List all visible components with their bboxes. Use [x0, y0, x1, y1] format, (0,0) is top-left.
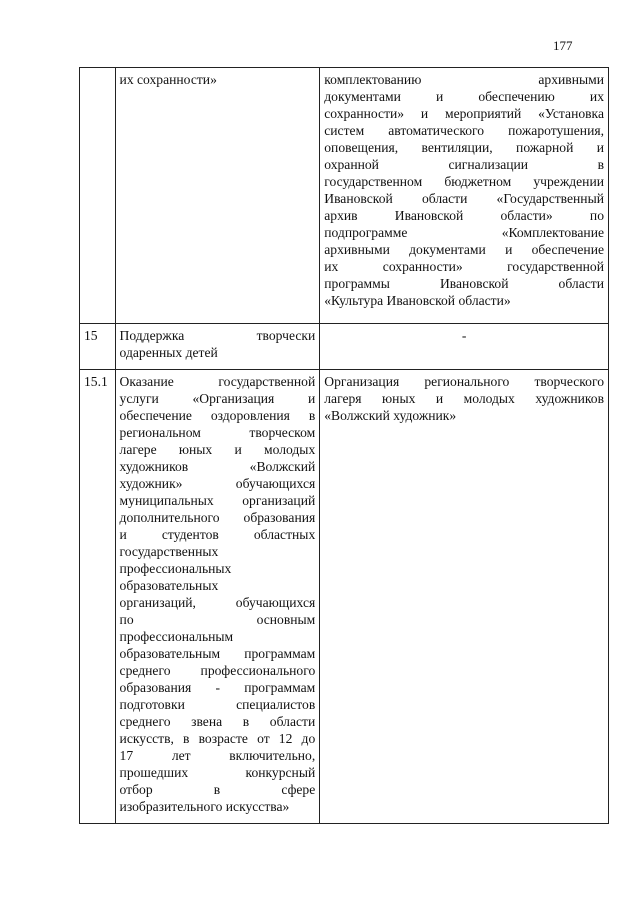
cell-text-line: искусств, в возрасте от 12 до: [119, 731, 316, 746]
cell-text-line: программы Ивановской области: [324, 276, 604, 291]
cell-text-line: -: [461, 328, 467, 343]
event-name-cell: [115, 324, 320, 370]
cell-text-line: государственном бюджетном учреждении: [324, 174, 604, 189]
cell-text-line: Организация регионального творческого: [324, 374, 604, 389]
cell-text-line: прошедших конкурсный: [119, 765, 316, 780]
cell-text-line: их сохранности»: [119, 72, 217, 87]
cell-text-line: среднего звена в области: [119, 714, 316, 729]
program-table: [79, 67, 609, 824]
cell-text-line: образовательным программам: [119, 646, 316, 661]
cell-text-line: профессиональных: [119, 561, 232, 576]
table-row: [80, 324, 609, 370]
cell-text-line: архивными документами и обеспечение: [324, 242, 604, 257]
cell-text-line: Оказание государственной: [119, 374, 316, 389]
cell-text-line: Поддержка творчески: [119, 328, 316, 343]
cell-text-line: сохранности» и мероприятий «Установка: [324, 106, 604, 121]
cell-text-line: обеспечение оздоровления в: [119, 408, 316, 423]
cell-text-line: профессиональным: [119, 629, 234, 644]
cell-text-line: подпрограмме «Комплектование: [324, 225, 604, 240]
row-number: [80, 68, 116, 324]
cell-text-line: отбор в сфере: [119, 782, 316, 797]
row-number: 15: [80, 324, 116, 370]
cell-text-line: охранной сигнализации в: [324, 157, 604, 172]
measure-cell: [320, 324, 609, 370]
cell-text-line: образования - программам: [119, 680, 316, 695]
cell-text-line: «Волжский художник»: [324, 408, 457, 423]
cell-text-line: лагеря юных и молодых художников: [324, 391, 604, 406]
cell-text-line: и студентов областных: [119, 527, 316, 542]
cell-text-line: среднего профессионального: [119, 663, 316, 678]
cell-text-line: лагере юных и молодых: [119, 442, 316, 457]
cell-text-line: организаций, обучающихся: [119, 595, 316, 610]
measure-cell: [320, 68, 609, 324]
cell-text-line: подготовки специалистов: [119, 697, 316, 712]
cell-text-line: услуги «Организация и: [119, 391, 316, 406]
page-number: 177: [553, 38, 573, 53]
cell-text-line: дополнительного образования: [119, 510, 316, 525]
table-row: [80, 370, 609, 824]
event-name-cell: [115, 370, 320, 824]
cell-text-line: муниципальных организаций: [119, 493, 316, 508]
row-number: 15.1: [80, 370, 116, 824]
cell-text-line: Ивановской области «Государственный: [324, 191, 604, 206]
cell-text-line: документами и обеспечению их: [324, 89, 604, 104]
cell-text-line: художник» обучающихся: [119, 476, 316, 491]
cell-text-line: художников «Волжский: [119, 459, 316, 474]
cell-text-line: по основным: [119, 612, 316, 627]
cell-text-line: образовательных: [119, 578, 219, 593]
cell-text-line: их сохранности» государственной: [324, 259, 604, 274]
cell-text-line: оповещения, вентиляции, пожарной и: [324, 140, 604, 155]
cell-text-line: комплектованию архивными: [324, 72, 604, 87]
cell-text-line: одаренных детей: [119, 345, 218, 360]
cell-text-line: систем автоматического пожаротушения,: [324, 123, 604, 138]
table-row: [80, 68, 609, 324]
cell-text-line: «Культура Ивановской области»: [324, 293, 511, 308]
event-name-cell: [115, 68, 320, 324]
cell-text-line: государственных: [119, 544, 219, 559]
cell-text-line: изобразительного искусства»: [119, 799, 290, 814]
measure-cell: [320, 370, 609, 824]
cell-text-line: региональном творческом: [119, 425, 316, 440]
cell-text-line: 17 лет включительно,: [119, 748, 316, 763]
cell-text-line: архив Ивановской области» по: [324, 208, 604, 223]
